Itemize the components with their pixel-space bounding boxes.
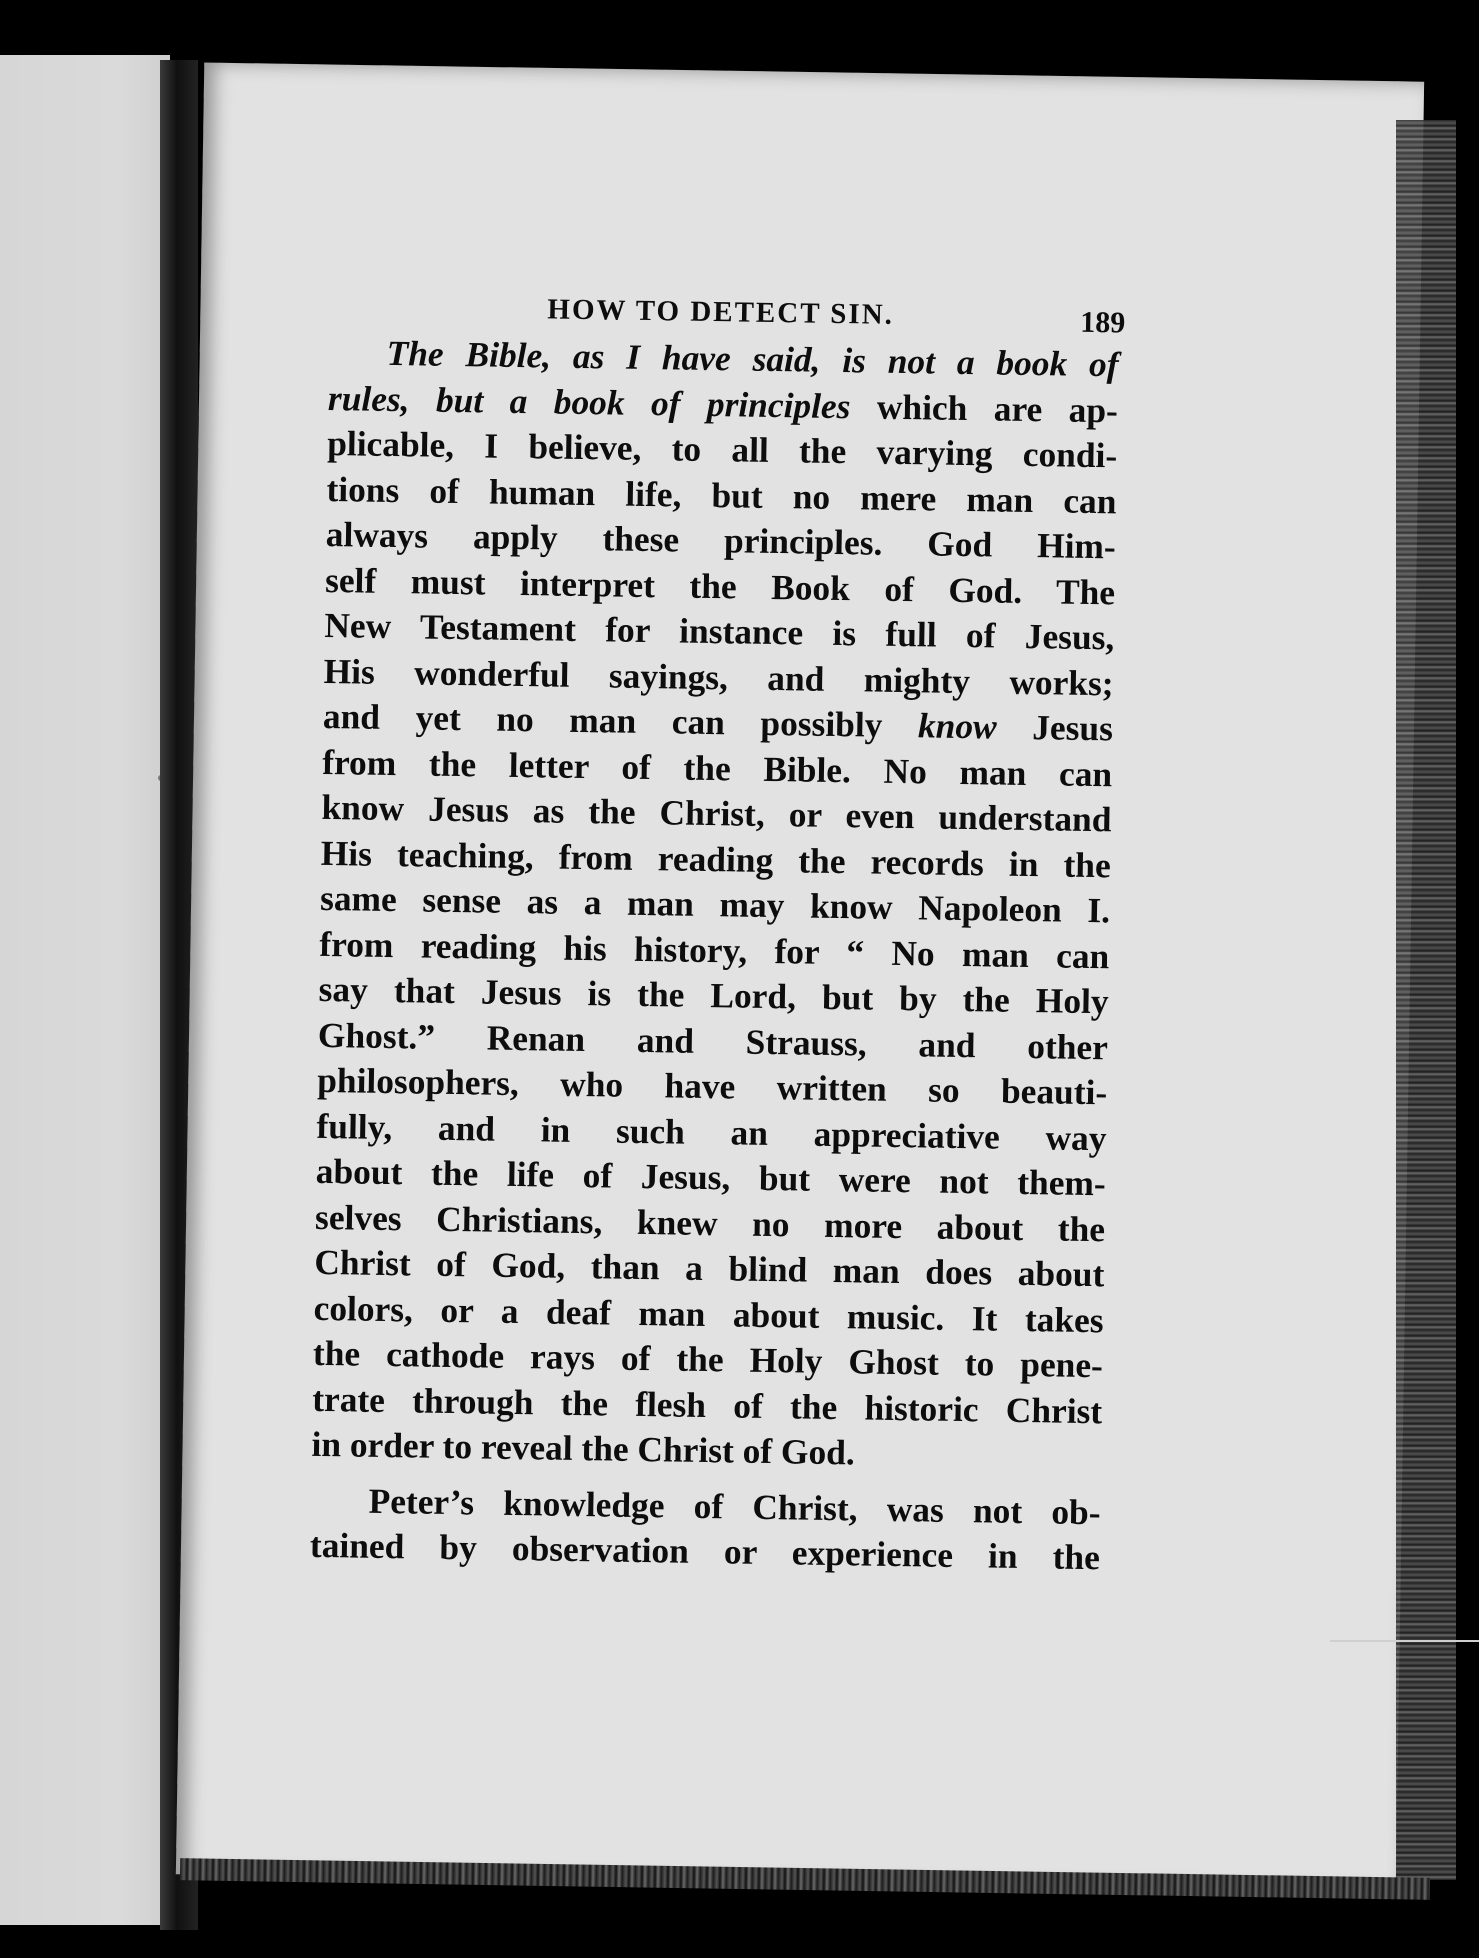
- page-fore-edge: [1396, 120, 1456, 1880]
- text-line: Ghost.” Renan and Strauss, and other: [317, 1014, 1109, 1067]
- running-head: [329, 270, 1126, 342]
- scan-artifact-line: [1330, 1640, 1479, 1642]
- text-line: in order to reveal the Christ of God.: [311, 1423, 856, 1473]
- text-line: plicable, I believe, to all the varying condi-: [326, 422, 1118, 476]
- paragraph-1: [311, 330, 1119, 1480]
- running-head-title: HOW TO DETECT SIN.: [547, 293, 895, 331]
- text-line: from the letter of the Bible. No man can: [321, 741, 1113, 794]
- text-line: always apply these principles. God Him-: [325, 513, 1117, 567]
- text-line: trate through the flesh of the historic Christ: [311, 1378, 1103, 1431]
- text-line: The Bible, as I have said, is not a book of: [386, 332, 1119, 385]
- text-line: philosophers, who have written so beauti-: [316, 1059, 1108, 1113]
- page-number: 189: [1080, 305, 1126, 340]
- text-line: His wonderful sayings, and mighty works;: [323, 650, 1114, 703]
- text-line: about the life of Jesus, but were not them-: [315, 1150, 1107, 1204]
- text-line: from reading his history, for “ No man can: [319, 923, 1110, 976]
- text-line: colors, or a deaf man about music. It takes: [313, 1287, 1104, 1340]
- text-line: fully, and in such an appreciative way: [316, 1105, 1107, 1158]
- text-line: say that Jesus is the Lord, but by the Holy: [318, 968, 1109, 1022]
- text-line: Peter’s knowledge of Christ, was not ob-: [368, 1480, 1101, 1532]
- text-line: Christ of God, than a blind man does about: [314, 1241, 1105, 1295]
- text-line: tained by observation or experience in the: [309, 1524, 1101, 1578]
- paragraph-2: [310, 1477, 1101, 1580]
- text-line: know Jesus as the Christ, or even understand: [321, 786, 1112, 840]
- text-line: His teaching, from reading the records in the: [320, 832, 1112, 885]
- text-line: the cathode rays of the Holy Ghost to pene-: [312, 1332, 1104, 1386]
- text-line: selves Christians, knew no more about the: [314, 1196, 1106, 1249]
- text-line: rules, but a book of principles which are ap-: [327, 377, 1119, 430]
- text-line: self must interpret the Book of God. The: [324, 559, 1116, 612]
- page-text-block: [309, 270, 1126, 1581]
- text-line: tions of human life, but no mere man can: [326, 468, 1117, 521]
- text-line: New Testament for instance is full of Jesus,: [324, 604, 1115, 658]
- text-line: and yet no man can possibly know Jesus: [322, 695, 1114, 749]
- text-line: same sense as a man may know Napoleon I.: [319, 877, 1111, 931]
- left-facing-page: [0, 55, 170, 1925]
